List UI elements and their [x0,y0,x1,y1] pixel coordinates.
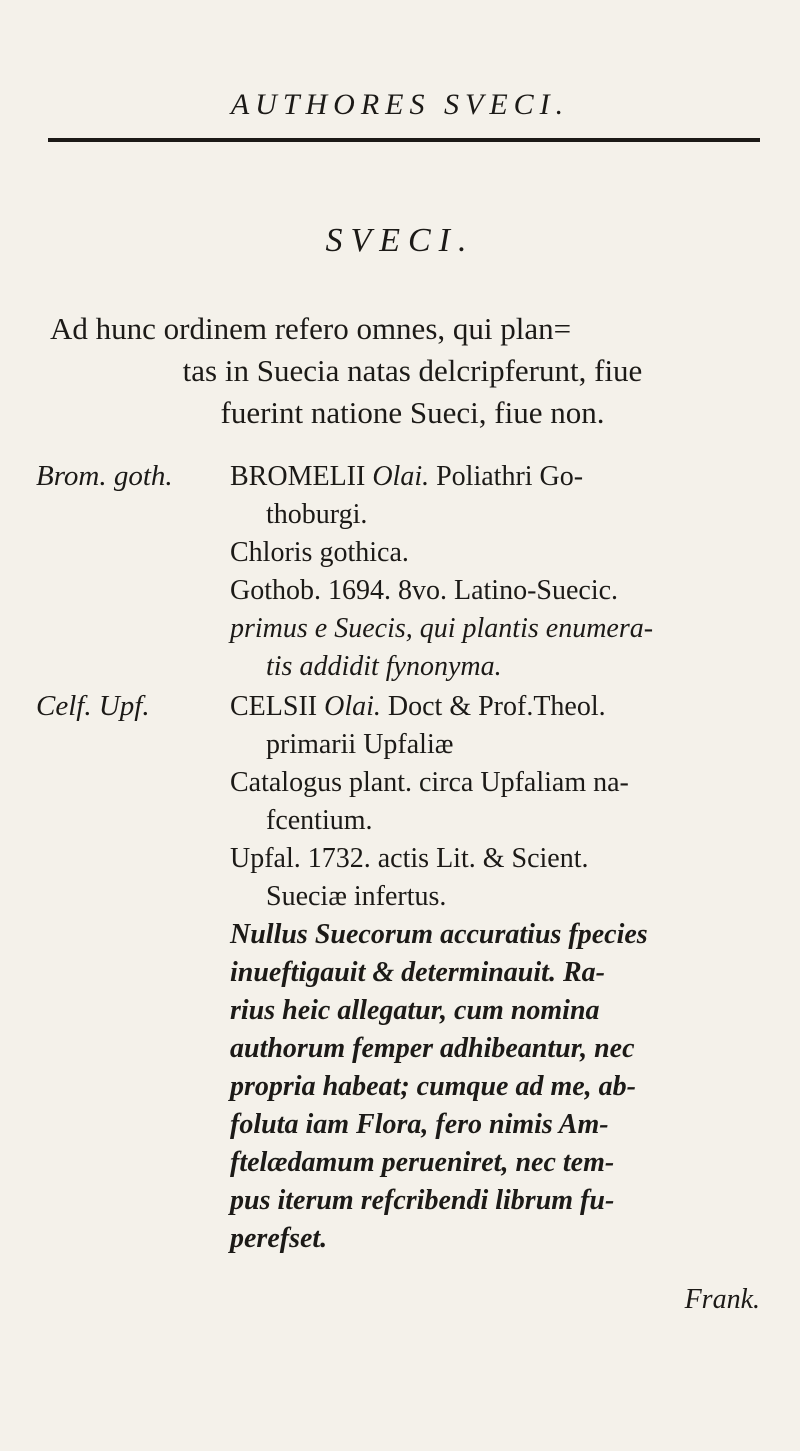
commentary-line: foluta iam Flora, fero nimis Am- [230,1109,609,1140]
entry-bromelius [230,458,775,686]
author-given-name: Olai. [372,461,430,492]
catchword: Frank. [684,1284,760,1315]
entry-celsius [230,688,775,1258]
entry-line: thoburgi. [266,499,368,530]
section-title: SVECI. [325,222,475,259]
commentary-line: inueftigauit & determinauit. Ra- [230,957,605,988]
work-title: Chloris gothica. [230,537,409,568]
author-given-name: Olai. [324,691,381,722]
commentary-line: ftelædamum perueniret, nec tem- [230,1147,615,1178]
header-rule [48,138,760,142]
entry-label: Celf. Upf. [36,690,150,722]
commentary-line: perefset. [230,1223,328,1254]
commentary-line: rius heic allegatur, cum nomina [230,995,600,1026]
running-head: AUTHORES SVECI. [230,88,570,121]
author-description: Poliathri Go- [436,461,584,492]
commentary-line: pus iterum refcribendi librum fu- [230,1185,615,1216]
commentary-line: propria habeat; cumque ad me, ab- [230,1071,636,1102]
intro-line: fuerint natione Sueci, fiue non. [220,395,605,430]
intro-paragraph [40,308,785,434]
work-title: Catalogus plant. circa Upfaliam na- [230,767,629,798]
entry-note: primus e Suecis, qui plantis enumera- [230,613,654,644]
entry-note: tis addidit fynonyma. [266,651,502,682]
author-name: BROMELII [230,461,366,492]
imprint: Upfal. 1732. actis Lit. & Scient. [230,843,589,874]
entry-line: fcentium. [266,805,373,836]
author-description: Doct & Prof.Theol. [387,691,606,722]
author-line [230,688,775,726]
author-line [230,458,775,496]
author-name: CELSII [230,691,318,722]
entry-label: Brom. goth. [36,460,173,492]
commentary-line: Nullus Suecorum accuratius fpecies [230,919,648,950]
commentary-line: authorum femper adhibeantur, nec [230,1033,635,1064]
intro-line: tas in Suecia natas delcripferunt, fiue [182,353,643,388]
entry-line: primarii Upfaliæ [266,729,454,760]
intro-line: Ad hunc ordinem refero omnes, qui plan= [50,311,572,346]
entry-line: Sueciæ infertus. [266,881,447,912]
imprint: Gothob. 1694. 8vo. Latino-Suecic. [230,575,619,606]
